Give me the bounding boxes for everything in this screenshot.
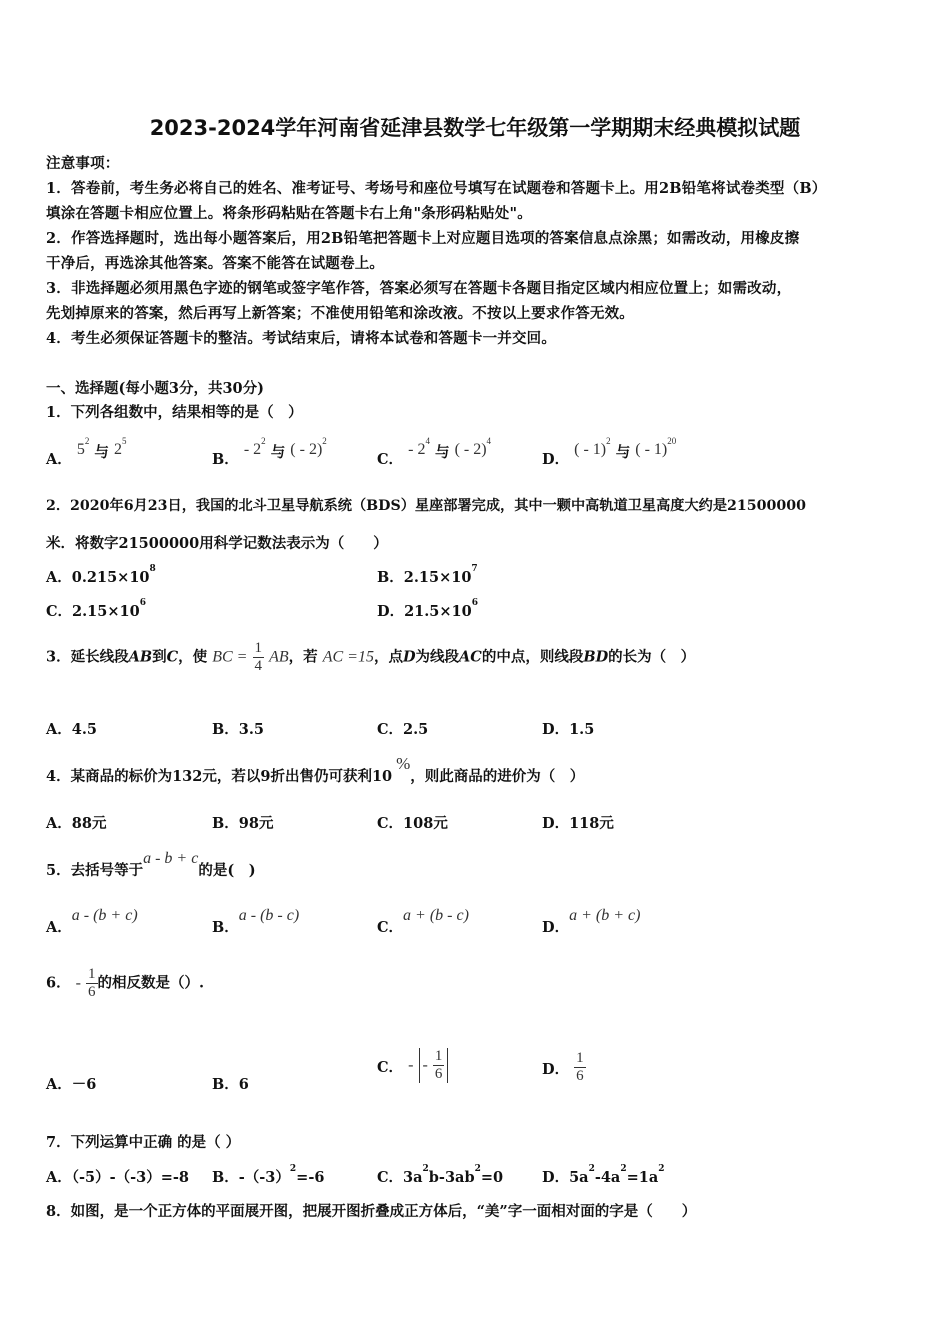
section-heading: 一、选择题(每小题3分，共30分) — [46, 380, 264, 397]
q5-option-b: B．a - (b - c) — [212, 907, 300, 936]
absolute-value-bars: - $\frac{1}{6}$ — [419, 1048, 449, 1083]
notice-line: 干净后，再选涂其他答案。答案不能答在试题卷上。 — [46, 255, 385, 272]
q7-option-b: B．$-(-3)^2=-6$ — [212, 1164, 325, 1186]
q6-option-c: C． - - $\frac{1}{6}$ — [377, 1048, 448, 1083]
page-title: 2023-2024学年河南省延津县数学七年级第一学期期末经典模拟试题 — [149, 116, 801, 140]
notice-line: 4．考生必须保证答题卡的整洁。考试结束后，请将本试卷和答题卡一并交回。 — [46, 330, 557, 347]
q3-option-c: C．2.5 — [377, 721, 429, 738]
q2-option-c: C．$2.15\times 10^6$ — [46, 598, 146, 620]
question-1-stem: 1．下列各组数中，结果相等的是（ ） — [46, 404, 303, 421]
fraction-one-sixth: $\frac{1}{6}$ — [88, 966, 96, 1000]
notice-line: 填涂在答题卡相应位置上。将条形码粘贴在答题卡右上角"条形码粘贴处"。 — [46, 205, 532, 222]
q2-option-b: B．$2.15\times 10^7$ — [377, 564, 478, 586]
fraction-one-quarter: $\frac{1}{4}$ — [254, 640, 263, 674]
notice-line: 1．答卷前，考生务必将自己的姓名、准考证号、考场号和座位号填写在试题卷和答题卡上。用2B铅笔将试卷类型（B） — [46, 180, 827, 197]
q2-option-d: D．$21.5\times 10^6$ — [377, 598, 478, 620]
q3-option-d: D．1.5 — [542, 721, 595, 738]
q3-option-a: A．4.5 — [46, 721, 97, 738]
q6-option-a: A．－6 — [46, 1076, 97, 1093]
q6-option-b: B．6 — [212, 1076, 249, 1093]
question-3-stem: 3．延长线段AB到C，使 BC = $\frac{1}{4}$ AB，若 AC =15，点D为线段AC的中点，则线段BD的长为（ ） — [46, 640, 696, 674]
question-7-stem: 7．下列运算中正确 的是（ ） — [46, 1134, 241, 1151]
q3-option-b: B．3.5 — [212, 721, 264, 738]
q4-option-b: B．98元 — [212, 815, 274, 832]
q1-option-a: A． $5^2$ 与 $2^5$ — [46, 436, 127, 468]
q1-option-d: D． ( - 1)$^2$ 与 ( - 1)$^{20}$ — [542, 436, 677, 468]
q5-option-a: A．a - (b + c) — [46, 907, 138, 936]
notice-line: 2．作答选择题时，选出每小题答案后，用2B铅笔把答题卡上对应题目选项的答案信息点涂黑；如需改动，用橡皮擦 — [46, 230, 800, 247]
q4-option-a: A．88元 — [46, 815, 107, 832]
question-4-stem: 4．某商品的标价为132元，若以9折出售仍可获利10%，则此商品的进价为（ ） — [46, 754, 585, 785]
q5-option-d: D．a + (b + c) — [542, 907, 641, 936]
q4-option-c: C．108元 — [377, 815, 448, 832]
question-5-stem: 5．去括号等于a - b + c的是( ) — [46, 850, 256, 879]
q7-option-c: C．$3a^2b-3ab^2=0$ — [377, 1164, 504, 1186]
q4-option-d: D．118元 — [542, 815, 614, 832]
question-6-stem: 6． - $\frac{1}{6}$ 的相反数是（）. — [46, 966, 205, 1000]
q7-option-d: D．$5a^2-4a^2=1a^2$ — [542, 1164, 665, 1186]
q7-option-a: A．（-5）-（-3）=-8 — [46, 1169, 190, 1186]
q1-option-b: B． - $2^2$ 与 ( - 2)$^2$ — [212, 436, 327, 468]
question-8-stem: 8．如图，是一个正方体的平面展开图，把展开图折叠成正方体后，“美”字一面相对面的字是（ ） — [46, 1203, 697, 1220]
q2-option-a: A．$0.215\times 10^8$ — [46, 564, 156, 586]
q1-option-c: C． - $2^4$ 与 ( - 2)$^4$ — [377, 436, 492, 468]
notice-heading: 注意事项： — [46, 155, 120, 172]
notice-line: 3．非选择题必须用黑色字迹的钢笔或签字笔作答，答案必须写在答题卡各题目指定区域内相应位置上；如需改动， — [46, 280, 792, 297]
q5-option-c: C．a + (b - c) — [377, 907, 469, 936]
q6-option-d: D． $\frac{1}{6}$ — [542, 1050, 584, 1084]
question-2-stem: 2．2020年6月23日，我国的北斗卫星导航系统（BDS）星座部署完成，其中一颗中高轨道卫星高度大约是21500000 — [46, 498, 806, 514]
notice-line: 先划掉原来的答案，然后再写上新答案；不准使用铅笔和涂改液。不按以上要求作答无效。 — [46, 305, 634, 322]
question-2-stem-cont: 米．将数字21500000用科学记数法表示为（ ） — [46, 535, 388, 552]
